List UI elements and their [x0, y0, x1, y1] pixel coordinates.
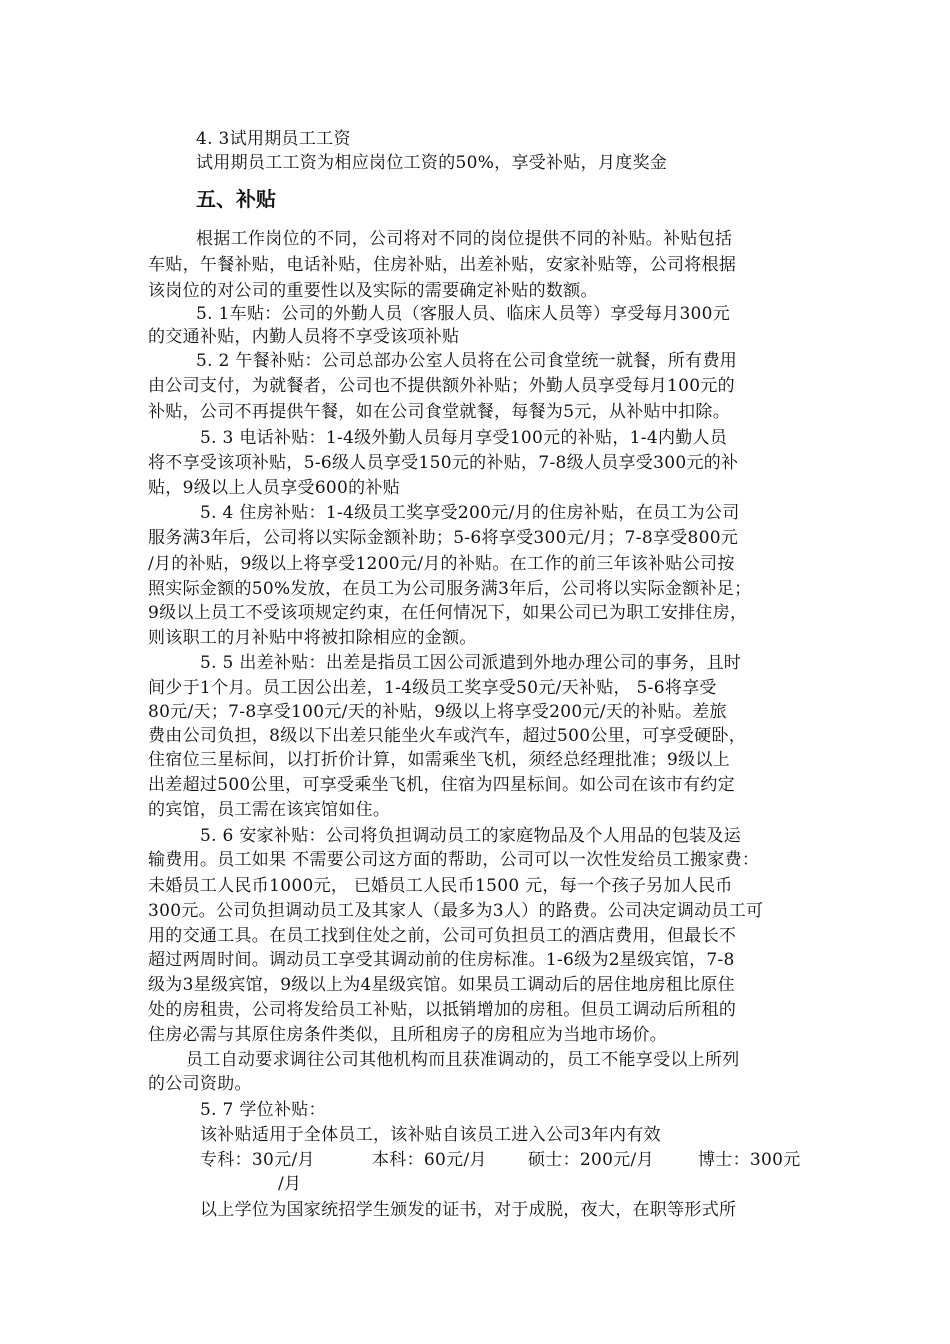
para-5-4-line-4: 照实际金额的50%发放，在员工为公司服务满3年后，公司将以实际金额补足； [148, 579, 752, 599]
intro-line-3: 该岗位的对公司的重要性以及实际的需要确定补贴的数额。 [148, 281, 598, 301]
degree-label: 本科： [372, 1150, 424, 1170]
para-5-6-line-1: 5. 6 安家补贴：公司将负担调动员工的家庭物品及个人用品的包装及运 [200, 826, 742, 846]
para-5-6-line-6: 超过两周时间。调动员工享受其调动前的住房标准。1-6级为2星级宾馆，7-8 [148, 950, 735, 970]
para-5-5-line-2: 间少于1个月。员工因公出差，1-4级员工奖享受50元/天补贴， 5-6将享受 [148, 678, 717, 698]
degree-amount: 300元 [749, 1150, 801, 1170]
para-self-transfer-line-1: 员工自动要求调往公司其他机构而且获准调动的，员工不能享受以上所列 [186, 1050, 740, 1070]
para-5-2-line-3: 补贴，公司不再提供午餐，如在公司食堂就餐，每餐为5元，从补贴中扣除。 [148, 402, 731, 422]
para-5-5-line-3: 80元/天；7-8享受100元/天的补贴，9级以上将享受200元/天的补贴。差旅 [148, 702, 727, 722]
para-5-3-line-1: 5. 3 电话补贴：1-4级外勤人员每月享受100元的补贴，1-4内勤人员 [200, 428, 728, 448]
para-5-6-line-2: 输费用。员工如果 不需要公司这方面的帮助，公司可以一次性发给员工搬家费： [148, 850, 760, 870]
para-5-5-line-4: 费由公司负担，8级以下出差只能坐火车或汽车，超过500公里，可享受硬卧， [148, 726, 747, 746]
degree-unit-wrap: /月 [278, 1174, 302, 1194]
para-5-1-line-1: 5. 1车贴：公司的外勤人员（客服人员、临床人员等）享受每月300元 [196, 304, 731, 324]
para-5-6-line-5: 用的交通工具。在员工找到住处之前，公司可负担员工的酒店费用，但最长不 [148, 926, 737, 946]
para-5-4-line-2: 服务满3年后，公司将以实际金额补助；5-6将享受300元/月；7-8享受800元 [148, 528, 739, 548]
para-5-4-line-6: 则该职工的月补贴中将被扣除相应的金额。 [148, 628, 477, 648]
para-5-6-line-7: 级为3星级宾馆，9级以上为4星级宾馆。如果员工调动后的居住地房租比原住 [148, 975, 735, 995]
section-5-heading: 五、补贴 [196, 187, 276, 211]
degree-item-associate [200, 1148, 315, 1172]
para-5-5-line-7: 的宾馆，员工需在该宾馆如住。 [148, 800, 391, 820]
intro-line-2: 车贴，午餐补贴，电话补贴，住房补贴，出差补贴，安家补贴等，公司将根据 [148, 255, 737, 275]
para-5-7-body: 该补贴适用于全体员工，该补贴自该员工进入公司3年内有效 [200, 1125, 661, 1145]
subsection-4-3-body: 试用期员工工资为相应岗位工资的50%，享受补贴，月度奖金 [196, 153, 668, 173]
para-5-7-note: 以上学位为国家统招学生颁发的证书，对于成脱，夜大，在职等形式所 [200, 1200, 737, 1220]
degree-amount: 200元/月 [579, 1150, 654, 1170]
para-5-2-line-1: 5. 2 午餐补贴：公司总部办公室人员将在公司食堂统一就餐，所有费用 [196, 351, 738, 371]
degree-amount: 60元/月 [423, 1150, 487, 1170]
para-5-4-line-5: 9级以上员工不受该项规定约束，在任何情况下，如果公司已为职工安排住房， [148, 603, 748, 623]
para-5-6-line-9: 住房必需与其原住房条件类似，且所租房子的房租应为当地市场价。 [148, 1025, 667, 1045]
para-5-7-title: 5. 7 学位补贴： [200, 1100, 326, 1120]
para-5-4-line-1: 5. 4 住房补贴：1-4级员工奖享受200元/月的住房补贴，在员工为公司 [200, 503, 740, 523]
degree-label: 博士： [698, 1150, 750, 1170]
degree-label: 硕士： [528, 1150, 580, 1170]
para-5-3-line-3: 贴，9级以上人员享受600的补贴 [148, 478, 401, 498]
subsection-4-3-title: 4. 3试用期员工工资 [196, 129, 351, 149]
para-5-1-line-2: 的交通补贴，内勤人员将不享受该项补贴 [148, 327, 460, 347]
para-self-transfer-line-2: 的公司资助。 [148, 1074, 252, 1094]
para-5-5-line-6: 出差超过500公里，可享受乘坐飞机，住宿为四星标间。如公司在该市有约定 [148, 775, 735, 795]
para-5-6-line-4: 300元。公司负担调动员工及其家人（最多为3人）的路费。公司决定调动员工可 [148, 901, 764, 921]
degree-item-bachelor [372, 1148, 487, 1172]
para-5-2-line-2: 由公司支付，为就餐者，公司也不提供额外补贴；外勤人员享受每月100元的 [148, 376, 735, 396]
para-5-5-line-1: 5. 5 出差补贴：出差是指员工因公司派遣到外地办理公司的事务，且时 [200, 653, 742, 673]
para-5-3-line-2: 将不享受该项补贴，5-6级人员享受150元的补贴，7-8级人员享受300元的补 [148, 453, 739, 473]
para-5-5-line-5: 住宿位三星标间，以打折价计算，如需乘坐飞机，须经总经理批准；9级以上 [148, 750, 731, 770]
para-5-6-line-8: 处的房租贵，公司将发给员工补贴，以抵销增加的房租。但员工调动后所租的 [148, 1000, 737, 1020]
degree-item-doctor [698, 1148, 801, 1172]
para-5-4-line-3: /月的补贴，9级以上将享受1200元/月的补贴。在工作的前三年该补贴公司按 [148, 554, 735, 574]
degree-amount: 30元/月 [251, 1150, 315, 1170]
para-5-6-line-3: 未婚员工人民币1000元， 已婚员工人民币1500 元，每一个孩子另加人民币 [148, 876, 733, 896]
intro-line-1: 根据工作岗位的不同，公司将对不同的岗位提供不同的补贴。补贴包括 [196, 229, 733, 249]
degree-item-master [528, 1148, 654, 1172]
degree-label: 专科： [200, 1150, 252, 1170]
